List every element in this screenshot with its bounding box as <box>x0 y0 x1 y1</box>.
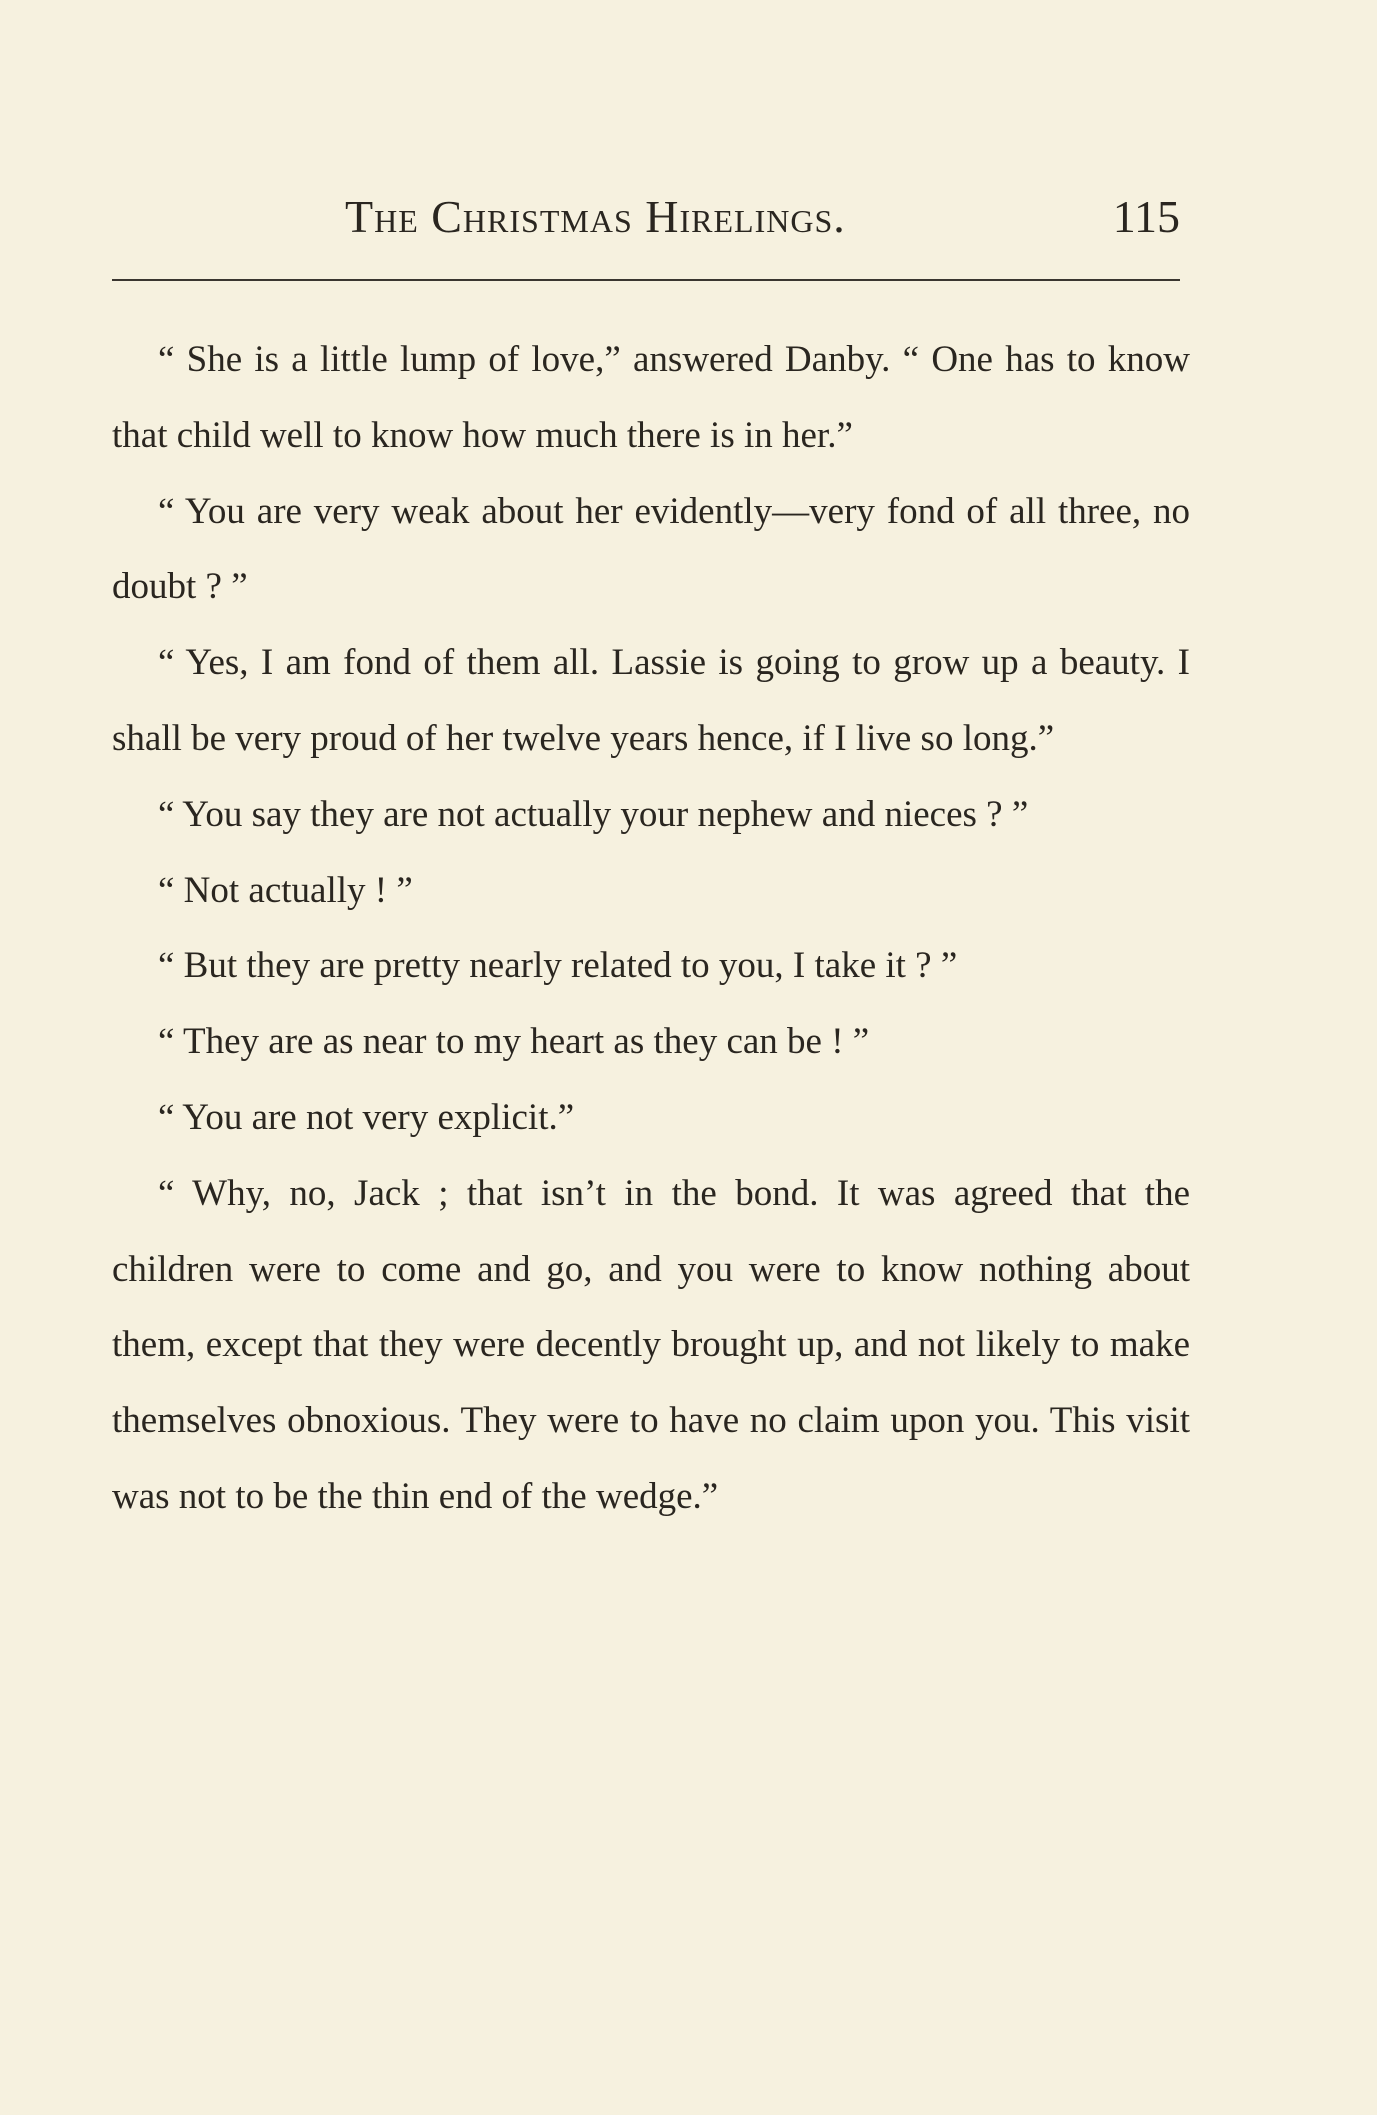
paragraph-2: “ You are very weak about her evidently—very fond of all three, no doubt ? ” <box>112 490 1190 608</box>
paragraph-5: “ Not actually ! ” <box>158 869 413 911</box>
book-title: The Christmas Hirelings. <box>345 191 846 242</box>
paragraph-4: “ You say they are not actually your nephew and nieces ? ” <box>158 793 1029 835</box>
paragraph-7: “ They are as near to my heart as they can be ! ” <box>158 1021 870 1063</box>
body-text <box>112 322 1190 1535</box>
paragraph-8: “ You are not very explicit.” <box>158 1096 575 1138</box>
paragraph-1: “ She is a little lump of love,” answered Danby. “ One has to know that child well to know how much there is in her.” <box>112 339 1190 456</box>
paragraph-3: “ Yes, I am fond of them all. Lassie is going to grow up a beauty. I shall be very proud of her twelve years hence, if I live so long.” <box>112 642 1190 759</box>
paragraph-9: “ Why, no, Jack ; that isn’t in the bond. It was agreed that the children were to come and go, and you were to know nothing about them, except that they were decently brought up, and not likely to make themselves obnoxious. They were to have no claim upon you. This visit was not to be the thin end of the wedge.” <box>112 1172 1190 1517</box>
running-head <box>110 190 1180 250</box>
header-rule <box>112 279 1180 281</box>
paragraph-6: “ But they are pretty nearly related to you, I take it ? ” <box>158 945 958 987</box>
page-number: 115 <box>1112 191 1180 242</box>
